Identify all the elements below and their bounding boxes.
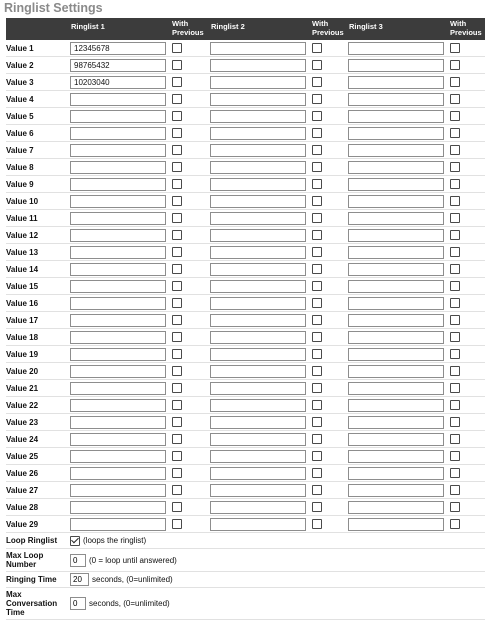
with-previous-2-checkbox[interactable] — [312, 264, 322, 274]
ringlist-2-input[interactable] — [210, 484, 306, 497]
value-label: Value 2 — [6, 57, 68, 74]
ringlist-3-input[interactable] — [348, 518, 444, 531]
ringlist-3-input[interactable] — [348, 178, 444, 191]
with-previous-1-checkbox[interactable] — [172, 298, 182, 308]
with-previous-3-checkbox[interactable] — [450, 94, 460, 104]
with-previous-2-checkbox[interactable] — [312, 43, 322, 53]
ringlist-2-input[interactable] — [210, 518, 306, 531]
max-loop-number-label: Max Loop Number — [6, 549, 68, 572]
value-label: Value 21 — [6, 380, 68, 397]
with-previous-3-checkbox[interactable] — [450, 247, 460, 257]
ringlist-2-input[interactable] — [210, 348, 306, 361]
ringlist-table — [6, 18, 485, 620]
with-previous-1-checkbox[interactable] — [172, 281, 182, 291]
with-previous-1-checkbox[interactable] — [172, 366, 182, 376]
loop-ringlist-note: (loops the ringlist) — [83, 536, 147, 545]
table-row — [6, 312, 485, 329]
value-label: Value 20 — [6, 363, 68, 380]
with-previous-2-checkbox[interactable] — [312, 60, 322, 70]
value-label: Value 14 — [6, 261, 68, 278]
with-previous-1-checkbox[interactable] — [172, 451, 182, 461]
ringlist-3-input[interactable] — [348, 212, 444, 225]
value-label: Value 27 — [6, 482, 68, 499]
with-previous-3-checkbox[interactable] — [450, 298, 460, 308]
ringlist-3-input[interactable] — [348, 93, 444, 106]
value-label: Value 4 — [6, 91, 68, 108]
ringlist-1-input[interactable] — [70, 348, 166, 361]
max-loop-number-input[interactable] — [70, 554, 86, 567]
with-previous-3-checkbox[interactable] — [450, 468, 460, 478]
with-previous-2-checkbox[interactable] — [312, 383, 322, 393]
with-previous-2-checkbox[interactable] — [312, 315, 322, 325]
with-previous-2-checkbox[interactable] — [312, 128, 322, 138]
ringing-time-label: Ringing Time — [6, 572, 68, 588]
table-row — [6, 329, 485, 346]
ringlist-3-input[interactable] — [348, 280, 444, 293]
with-previous-1-checkbox[interactable] — [172, 196, 182, 206]
with-previous-1-checkbox[interactable] — [172, 111, 182, 121]
header-with-previous-2: With Previous — [310, 18, 346, 40]
ringlist-1-input[interactable] — [70, 59, 166, 72]
with-previous-2-checkbox[interactable] — [312, 145, 322, 155]
ringlist-1-input[interactable] — [70, 518, 166, 531]
ringlist-3-input[interactable] — [348, 110, 444, 123]
ringlist-3-input[interactable] — [348, 297, 444, 310]
with-previous-1-checkbox[interactable] — [172, 349, 182, 359]
ringlist-2-input[interactable] — [210, 399, 306, 412]
with-previous-3-checkbox[interactable] — [450, 43, 460, 53]
with-previous-3-checkbox[interactable] — [450, 400, 460, 410]
with-previous-2-checkbox[interactable] — [312, 196, 322, 206]
with-previous-1-checkbox[interactable] — [172, 417, 182, 427]
with-previous-3-checkbox[interactable] — [450, 128, 460, 138]
with-previous-3-checkbox[interactable] — [450, 366, 460, 376]
ringlist-2-input[interactable] — [210, 110, 306, 123]
value-label: Value 5 — [6, 108, 68, 125]
page-title: Ringlist Settings — [4, 1, 103, 15]
max-conversation-time-input[interactable] — [70, 597, 86, 610]
with-previous-2-checkbox[interactable] — [312, 77, 322, 87]
ringlist-1-input[interactable] — [70, 297, 166, 310]
ringlist-2-input[interactable] — [210, 433, 306, 446]
ringlist-2-input[interactable] — [210, 467, 306, 480]
table-row — [6, 261, 485, 278]
with-previous-2-checkbox[interactable] — [312, 332, 322, 342]
ringing-time-note: seconds, (0=unlimited) — [92, 575, 173, 584]
with-previous-3-checkbox[interactable] — [450, 383, 460, 393]
table-row — [6, 465, 485, 482]
ringlist-1-input[interactable] — [70, 195, 166, 208]
max-loop-number-note: (0 = loop until answered) — [89, 555, 177, 565]
value-label: Value 15 — [6, 278, 68, 295]
ringlist-3-input[interactable] — [348, 331, 444, 344]
table-row — [6, 516, 485, 533]
ringlist-2-input[interactable] — [210, 365, 306, 378]
ringlist-3-input[interactable] — [348, 501, 444, 514]
ringlist-3-input[interactable] — [348, 76, 444, 89]
ringlist-2-input[interactable] — [210, 297, 306, 310]
max-conversation-time-row — [6, 588, 485, 620]
ringlist-1-input[interactable] — [70, 42, 166, 55]
value-label: Value 7 — [6, 142, 68, 159]
with-previous-2-checkbox[interactable] — [312, 400, 322, 410]
with-previous-1-checkbox[interactable] — [172, 179, 182, 189]
with-previous-2-checkbox[interactable] — [312, 111, 322, 121]
header-with-previous-3: With Previous — [448, 18, 485, 40]
table-header-row — [6, 18, 485, 40]
with-previous-2-checkbox[interactable] — [312, 451, 322, 461]
ringlist-2-input[interactable] — [210, 263, 306, 276]
with-previous-1-checkbox[interactable] — [172, 519, 182, 529]
table-row — [6, 142, 485, 159]
value-label: Value 8 — [6, 159, 68, 176]
with-previous-1-checkbox[interactable] — [172, 94, 182, 104]
table-row — [6, 278, 485, 295]
value-label: Value 22 — [6, 397, 68, 414]
ringlist-3-input[interactable] — [348, 365, 444, 378]
ringlist-3-input[interactable] — [348, 127, 444, 140]
value-label: Value 9 — [6, 176, 68, 193]
with-previous-1-checkbox[interactable] — [172, 60, 182, 70]
ringlist-2-input[interactable] — [210, 93, 306, 106]
ringlist-2-input[interactable] — [210, 127, 306, 140]
with-previous-3-checkbox[interactable] — [450, 502, 460, 512]
value-label: Value 19 — [6, 346, 68, 363]
with-previous-2-checkbox[interactable] — [312, 247, 322, 257]
with-previous-2-checkbox[interactable] — [312, 162, 322, 172]
with-previous-3-checkbox[interactable] — [450, 179, 460, 189]
with-previous-2-checkbox[interactable] — [312, 519, 322, 529]
ringlist-1-input[interactable] — [70, 161, 166, 174]
with-previous-2-checkbox[interactable] — [312, 468, 322, 478]
ringlist-3-input[interactable] — [348, 314, 444, 327]
with-previous-2-checkbox[interactable] — [312, 281, 322, 291]
with-previous-3-checkbox[interactable] — [450, 485, 460, 495]
ringlist-3-input[interactable] — [348, 229, 444, 242]
ringlist-3-input[interactable] — [348, 467, 444, 480]
table-row — [6, 448, 485, 465]
header-ringlist-1: Ringlist 1 — [68, 18, 170, 40]
value-label: Value 3 — [6, 74, 68, 91]
with-previous-3-checkbox[interactable] — [450, 281, 460, 291]
ringlist-2-input[interactable] — [210, 416, 306, 429]
ringlist-2-input[interactable] — [210, 314, 306, 327]
ringlist-2-input[interactable] — [210, 76, 306, 89]
with-previous-1-checkbox[interactable] — [172, 213, 182, 223]
ringlist-3-input[interactable] — [348, 195, 444, 208]
ringlist-3-input[interactable] — [348, 246, 444, 259]
with-previous-3-checkbox[interactable] — [450, 111, 460, 121]
ringlist-2-input[interactable] — [210, 229, 306, 242]
with-previous-2-checkbox[interactable] — [312, 485, 322, 495]
ringlist-1-input[interactable] — [70, 314, 166, 327]
ringlist-1-input[interactable] — [70, 110, 166, 123]
ringlist-2-input[interactable] — [210, 450, 306, 463]
table-row — [6, 244, 485, 261]
header-with-previous-1: With Previous — [170, 18, 208, 40]
ringlist-1-input[interactable] — [70, 501, 166, 514]
value-label: Value 1 — [6, 40, 68, 57]
ringlist-2-input[interactable] — [210, 59, 306, 72]
ringlist-1-input[interactable] — [70, 280, 166, 293]
with-previous-1-checkbox[interactable] — [172, 485, 182, 495]
ringlist-2-input[interactable] — [210, 280, 306, 293]
value-label: Value 29 — [6, 516, 68, 533]
max-conversation-time-note: seconds, (0=unlimited) — [89, 599, 170, 608]
ringlist-1-input[interactable] — [70, 484, 166, 497]
ringlist-2-input[interactable] — [210, 42, 306, 55]
with-previous-1-checkbox[interactable] — [172, 315, 182, 325]
ringlist-3-input[interactable] — [348, 399, 444, 412]
ringlist-3-input[interactable] — [348, 484, 444, 497]
value-label: Value 17 — [6, 312, 68, 329]
with-previous-2-checkbox[interactable] — [312, 230, 322, 240]
loop-ringlist-label: Loop Ringlist — [6, 533, 68, 549]
loop-ringlist-checkbox[interactable] — [70, 536, 80, 546]
with-previous-3-checkbox[interactable] — [450, 145, 460, 155]
table-row — [6, 431, 485, 448]
with-previous-1-checkbox[interactable] — [172, 145, 182, 155]
with-previous-1-checkbox[interactable] — [172, 128, 182, 138]
with-previous-1-checkbox[interactable] — [172, 43, 182, 53]
table-row — [6, 363, 485, 380]
ringing-time-row — [6, 572, 485, 588]
table-row — [6, 499, 485, 516]
value-label: Value 6 — [6, 125, 68, 142]
ringlist-1-input[interactable] — [70, 433, 166, 446]
with-previous-1-checkbox[interactable] — [172, 502, 182, 512]
table-row — [6, 40, 485, 57]
with-previous-2-checkbox[interactable] — [312, 298, 322, 308]
with-previous-1-checkbox[interactable] — [172, 230, 182, 240]
ringlist-3-input[interactable] — [348, 42, 444, 55]
ringlist-1-input[interactable] — [70, 229, 166, 242]
table-row — [6, 91, 485, 108]
ringlist-1-input[interactable] — [70, 467, 166, 480]
ringlist-3-input[interactable] — [348, 450, 444, 463]
max-loop-number-row — [6, 549, 485, 572]
ringlist-2-input[interactable] — [210, 212, 306, 225]
header-label-column — [6, 18, 68, 40]
header-ringlist-2: Ringlist 2 — [208, 18, 310, 40]
with-previous-2-checkbox[interactable] — [312, 366, 322, 376]
table-row — [6, 227, 485, 244]
with-previous-3-checkbox[interactable] — [450, 519, 460, 529]
ringlist-3-input[interactable] — [348, 416, 444, 429]
ringlist-1-input[interactable] — [70, 331, 166, 344]
value-label: Value 12 — [6, 227, 68, 244]
ringlist-1-input[interactable] — [70, 263, 166, 276]
with-previous-3-checkbox[interactable] — [450, 162, 460, 172]
with-previous-3-checkbox[interactable] — [450, 451, 460, 461]
with-previous-1-checkbox[interactable] — [172, 468, 182, 478]
with-previous-1-checkbox[interactable] — [172, 247, 182, 257]
value-label: Value 25 — [6, 448, 68, 465]
table-row — [6, 159, 485, 176]
ringlist-1-input[interactable] — [70, 365, 166, 378]
ringlist-3-input[interactable] — [348, 348, 444, 361]
ringlist-2-input[interactable] — [210, 161, 306, 174]
ringlist-2-input[interactable] — [210, 331, 306, 344]
max-conversation-time-label: Max Conversation Time — [6, 588, 68, 620]
ringlist-1-input[interactable] — [70, 450, 166, 463]
loop-ringlist-row — [6, 533, 485, 549]
ringlist-3-input[interactable] — [348, 382, 444, 395]
table-row — [6, 482, 485, 499]
ringlist-2-input[interactable] — [210, 246, 306, 259]
table-row — [6, 397, 485, 414]
ringlist-1-input[interactable] — [70, 212, 166, 225]
ringlist-1-input[interactable] — [70, 416, 166, 429]
with-previous-3-checkbox[interactable] — [450, 434, 460, 444]
table-row — [6, 57, 485, 74]
ringlist-1-input[interactable] — [70, 93, 166, 106]
with-previous-3-checkbox[interactable] — [450, 196, 460, 206]
with-previous-2-checkbox[interactable] — [312, 94, 322, 104]
table-row — [6, 74, 485, 91]
value-label: Value 13 — [6, 244, 68, 261]
with-previous-1-checkbox[interactable] — [172, 400, 182, 410]
table-row — [6, 176, 485, 193]
with-previous-2-checkbox[interactable] — [312, 213, 322, 223]
value-label: Value 23 — [6, 414, 68, 431]
with-previous-2-checkbox[interactable] — [312, 434, 322, 444]
ringlist-2-input[interactable] — [210, 501, 306, 514]
table-row — [6, 295, 485, 312]
table-row — [6, 125, 485, 142]
table-row — [6, 414, 485, 431]
with-previous-3-checkbox[interactable] — [450, 213, 460, 223]
table-row — [6, 346, 485, 363]
ringlist-2-input[interactable] — [210, 144, 306, 157]
value-label: Value 26 — [6, 465, 68, 482]
ringlist-1-input[interactable] — [70, 399, 166, 412]
with-previous-3-checkbox[interactable] — [450, 332, 460, 342]
with-previous-3-checkbox[interactable] — [450, 230, 460, 240]
with-previous-1-checkbox[interactable] — [172, 434, 182, 444]
with-previous-3-checkbox[interactable] — [450, 264, 460, 274]
ringlist-1-input[interactable] — [70, 127, 166, 140]
with-previous-1-checkbox[interactable] — [172, 383, 182, 393]
value-label: Value 11 — [6, 210, 68, 227]
with-previous-2-checkbox[interactable] — [312, 417, 322, 427]
ringing-time-input[interactable] — [70, 573, 89, 586]
with-previous-3-checkbox[interactable] — [450, 77, 460, 87]
table-row — [6, 108, 485, 125]
with-previous-2-checkbox[interactable] — [312, 179, 322, 189]
ringlist-3-input[interactable] — [348, 161, 444, 174]
ringlist-2-input[interactable] — [210, 195, 306, 208]
ringlist-3-input[interactable] — [348, 433, 444, 446]
with-previous-3-checkbox[interactable] — [450, 60, 460, 70]
value-label: Value 24 — [6, 431, 68, 448]
ringlist-1-input[interactable] — [70, 382, 166, 395]
value-label: Value 16 — [6, 295, 68, 312]
value-label: Value 28 — [6, 499, 68, 516]
with-previous-1-checkbox[interactable] — [172, 264, 182, 274]
ringlist-2-input[interactable] — [210, 382, 306, 395]
with-previous-1-checkbox[interactable] — [172, 77, 182, 87]
with-previous-3-checkbox[interactable] — [450, 417, 460, 427]
ringlist-1-input[interactable] — [70, 246, 166, 259]
table-row — [6, 193, 485, 210]
table-row — [6, 210, 485, 227]
ringlist-3-input[interactable] — [348, 59, 444, 72]
table-row — [6, 380, 485, 397]
header-ringlist-3: Ringlist 3 — [346, 18, 448, 40]
with-previous-2-checkbox[interactable] — [312, 349, 322, 359]
ringlist-1-input[interactable] — [70, 178, 166, 191]
with-previous-3-checkbox[interactable] — [450, 349, 460, 359]
with-previous-1-checkbox[interactable] — [172, 162, 182, 172]
ringlist-3-input[interactable] — [348, 263, 444, 276]
with-previous-1-checkbox[interactable] — [172, 332, 182, 342]
ringlist-3-input[interactable] — [348, 144, 444, 157]
value-label: Value 10 — [6, 193, 68, 210]
with-previous-3-checkbox[interactable] — [450, 315, 460, 325]
ringlist-1-input[interactable] — [70, 144, 166, 157]
with-previous-2-checkbox[interactable] — [312, 502, 322, 512]
ringlist-1-input[interactable] — [70, 76, 166, 89]
ringlist-2-input[interactable] — [210, 178, 306, 191]
value-label: Value 18 — [6, 329, 68, 346]
